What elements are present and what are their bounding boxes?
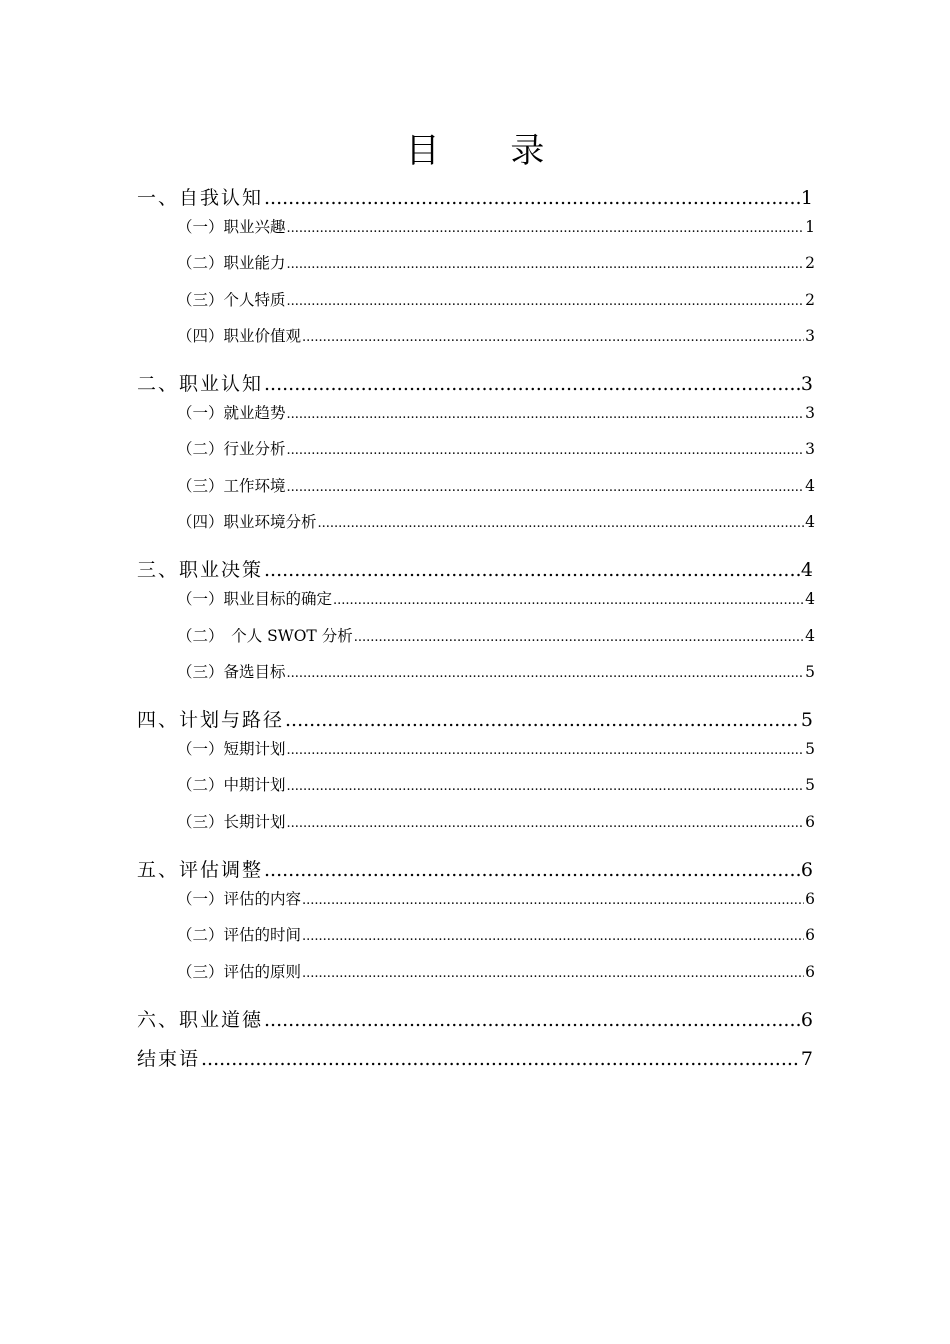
toc-page-number: 6 — [800, 859, 813, 881]
toc-leader — [201, 1045, 800, 1073]
toc-subsection-5-3[interactable] — [177, 960, 815, 984]
toc-section-5[interactable] — [137, 856, 813, 884]
toc-leader — [285, 706, 800, 734]
toc-subsection-label: （一）短期计划 — [177, 740, 286, 758]
toc-section-1[interactable] — [137, 184, 813, 212]
toc-subsection-label: （一）职业兴趣 — [177, 218, 286, 236]
toc-leader — [264, 184, 800, 212]
toc-page-number: 1 — [805, 218, 815, 236]
toc-page-number: 2 — [805, 291, 815, 309]
toc-page-number: 5 — [800, 709, 813, 731]
toc-leader — [264, 1006, 800, 1034]
toc-subsection-2-2[interactable] — [177, 437, 815, 461]
toc-subsection-1-2[interactable] — [177, 251, 815, 275]
toc-page-number: 4 — [805, 513, 815, 531]
toc-leader — [318, 512, 805, 534]
toc-subsection-label: （二）评估的时间 — [177, 926, 302, 944]
toc-subsection-5-1[interactable] — [177, 887, 815, 911]
toc-subsection-4-1[interactable] — [177, 737, 815, 761]
toc-section-4[interactable] — [137, 706, 813, 734]
toc-leader — [287, 662, 805, 684]
toc-subsection-2-4[interactable] — [177, 510, 815, 534]
toc-subsection-3-1[interactable] — [177, 587, 815, 611]
toc-page-number: 3 — [805, 327, 815, 345]
toc-page-number: 4 — [805, 477, 815, 495]
toc-subsection-label: （三）备选目标 — [177, 663, 286, 681]
toc-leader — [287, 812, 805, 834]
toc-subsection-1-1[interactable] — [177, 215, 815, 239]
toc-page-number: 4 — [805, 627, 815, 645]
toc-subsection-label: （一）评估的内容 — [177, 890, 302, 908]
toc-leader — [333, 589, 804, 611]
toc-subsection-label: （一）职业目标的确定 — [177, 590, 333, 608]
toc-page-number: 4 — [805, 590, 815, 608]
toc-leader — [264, 856, 800, 884]
toc-subsection-label: （三）长期计划 — [177, 813, 286, 831]
toc-subsection-label: （三）个人特质 — [177, 291, 286, 309]
toc-subsection-label: （一）就业趋势 — [177, 404, 286, 422]
toc-section-label: 二、职业认知 — [137, 373, 264, 395]
toc-subsection-label: （二）行业分析 — [177, 440, 286, 458]
toc-leader — [264, 556, 800, 584]
toc-section-2[interactable] — [137, 370, 813, 398]
toc-subsection-2-1[interactable] — [177, 401, 815, 425]
toc-leader — [302, 326, 804, 348]
toc-subsection-3-2[interactable] — [177, 624, 815, 648]
toc-page-number: 5 — [805, 740, 815, 758]
toc-page-number: 6 — [805, 890, 815, 908]
toc-section-label: 一、自我认知 — [137, 187, 264, 209]
toc-section-label: 结束语 — [137, 1048, 201, 1070]
toc-leader — [287, 217, 805, 239]
toc-subsection-label: （二）职业能力 — [177, 254, 286, 272]
toc-page-number: 5 — [805, 776, 815, 794]
toc-section-label: 四、计划与路径 — [137, 709, 285, 731]
toc-subsection-2-3[interactable] — [177, 474, 815, 498]
toc-subsection-4-3[interactable] — [177, 810, 815, 834]
toc-section-label: 三、职业决策 — [137, 559, 264, 581]
toc-leader — [287, 253, 805, 275]
toc-subsection-3-3[interactable] — [177, 660, 815, 684]
toc-page-number: 3 — [805, 404, 815, 422]
toc-section-6[interactable] — [137, 1006, 813, 1034]
toc-section-conclusion[interactable] — [137, 1045, 813, 1073]
toc-section-label: 五、评估调整 — [137, 859, 264, 881]
toc-leader — [264, 370, 800, 398]
toc-subsection-label: （二） 个人 SWOT 分析 — [177, 627, 353, 645]
toc-leader — [287, 739, 805, 761]
toc-subsection-1-4[interactable] — [177, 324, 815, 348]
toc-title: 目 录 — [405, 131, 575, 171]
toc-subsection-label: （三）评估的原则 — [177, 963, 302, 981]
toc-page-number: 2 — [805, 254, 815, 272]
toc-section-3[interactable] — [137, 556, 813, 584]
toc-subsection-label: （四）职业环境分析 — [177, 513, 317, 531]
toc-page-number: 6 — [805, 963, 815, 981]
toc-subsection-5-2[interactable] — [177, 923, 815, 947]
toc-subsection-label: （三）工作环境 — [177, 477, 286, 495]
toc-leader — [302, 889, 804, 911]
toc-page-number: 5 — [805, 663, 815, 681]
toc-page-number: 3 — [800, 373, 813, 395]
toc-page-number: 3 — [805, 440, 815, 458]
toc-subsection-label: （四）职业价值观 — [177, 327, 302, 345]
toc-subsection-4-2[interactable] — [177, 773, 815, 797]
toc-leader — [287, 476, 805, 498]
toc-subsection-1-3[interactable] — [177, 288, 815, 312]
toc-leader — [302, 925, 804, 947]
toc-page-number: 7 — [800, 1048, 813, 1070]
toc-leader — [287, 290, 805, 312]
toc-page-number: 1 — [800, 187, 813, 209]
toc-subsection-label: （二）中期计划 — [177, 776, 286, 794]
toc-page-number: 4 — [800, 559, 813, 581]
toc-page-number: 6 — [805, 926, 815, 944]
toc-page-number: 6 — [805, 813, 815, 831]
toc-leader — [287, 439, 805, 461]
toc-leader — [354, 626, 804, 648]
toc-page-number: 6 — [800, 1009, 813, 1031]
toc-leader — [302, 962, 804, 984]
toc-leader — [287, 403, 805, 425]
toc-section-label: 六、职业道德 — [137, 1009, 264, 1031]
toc-leader — [287, 775, 805, 797]
